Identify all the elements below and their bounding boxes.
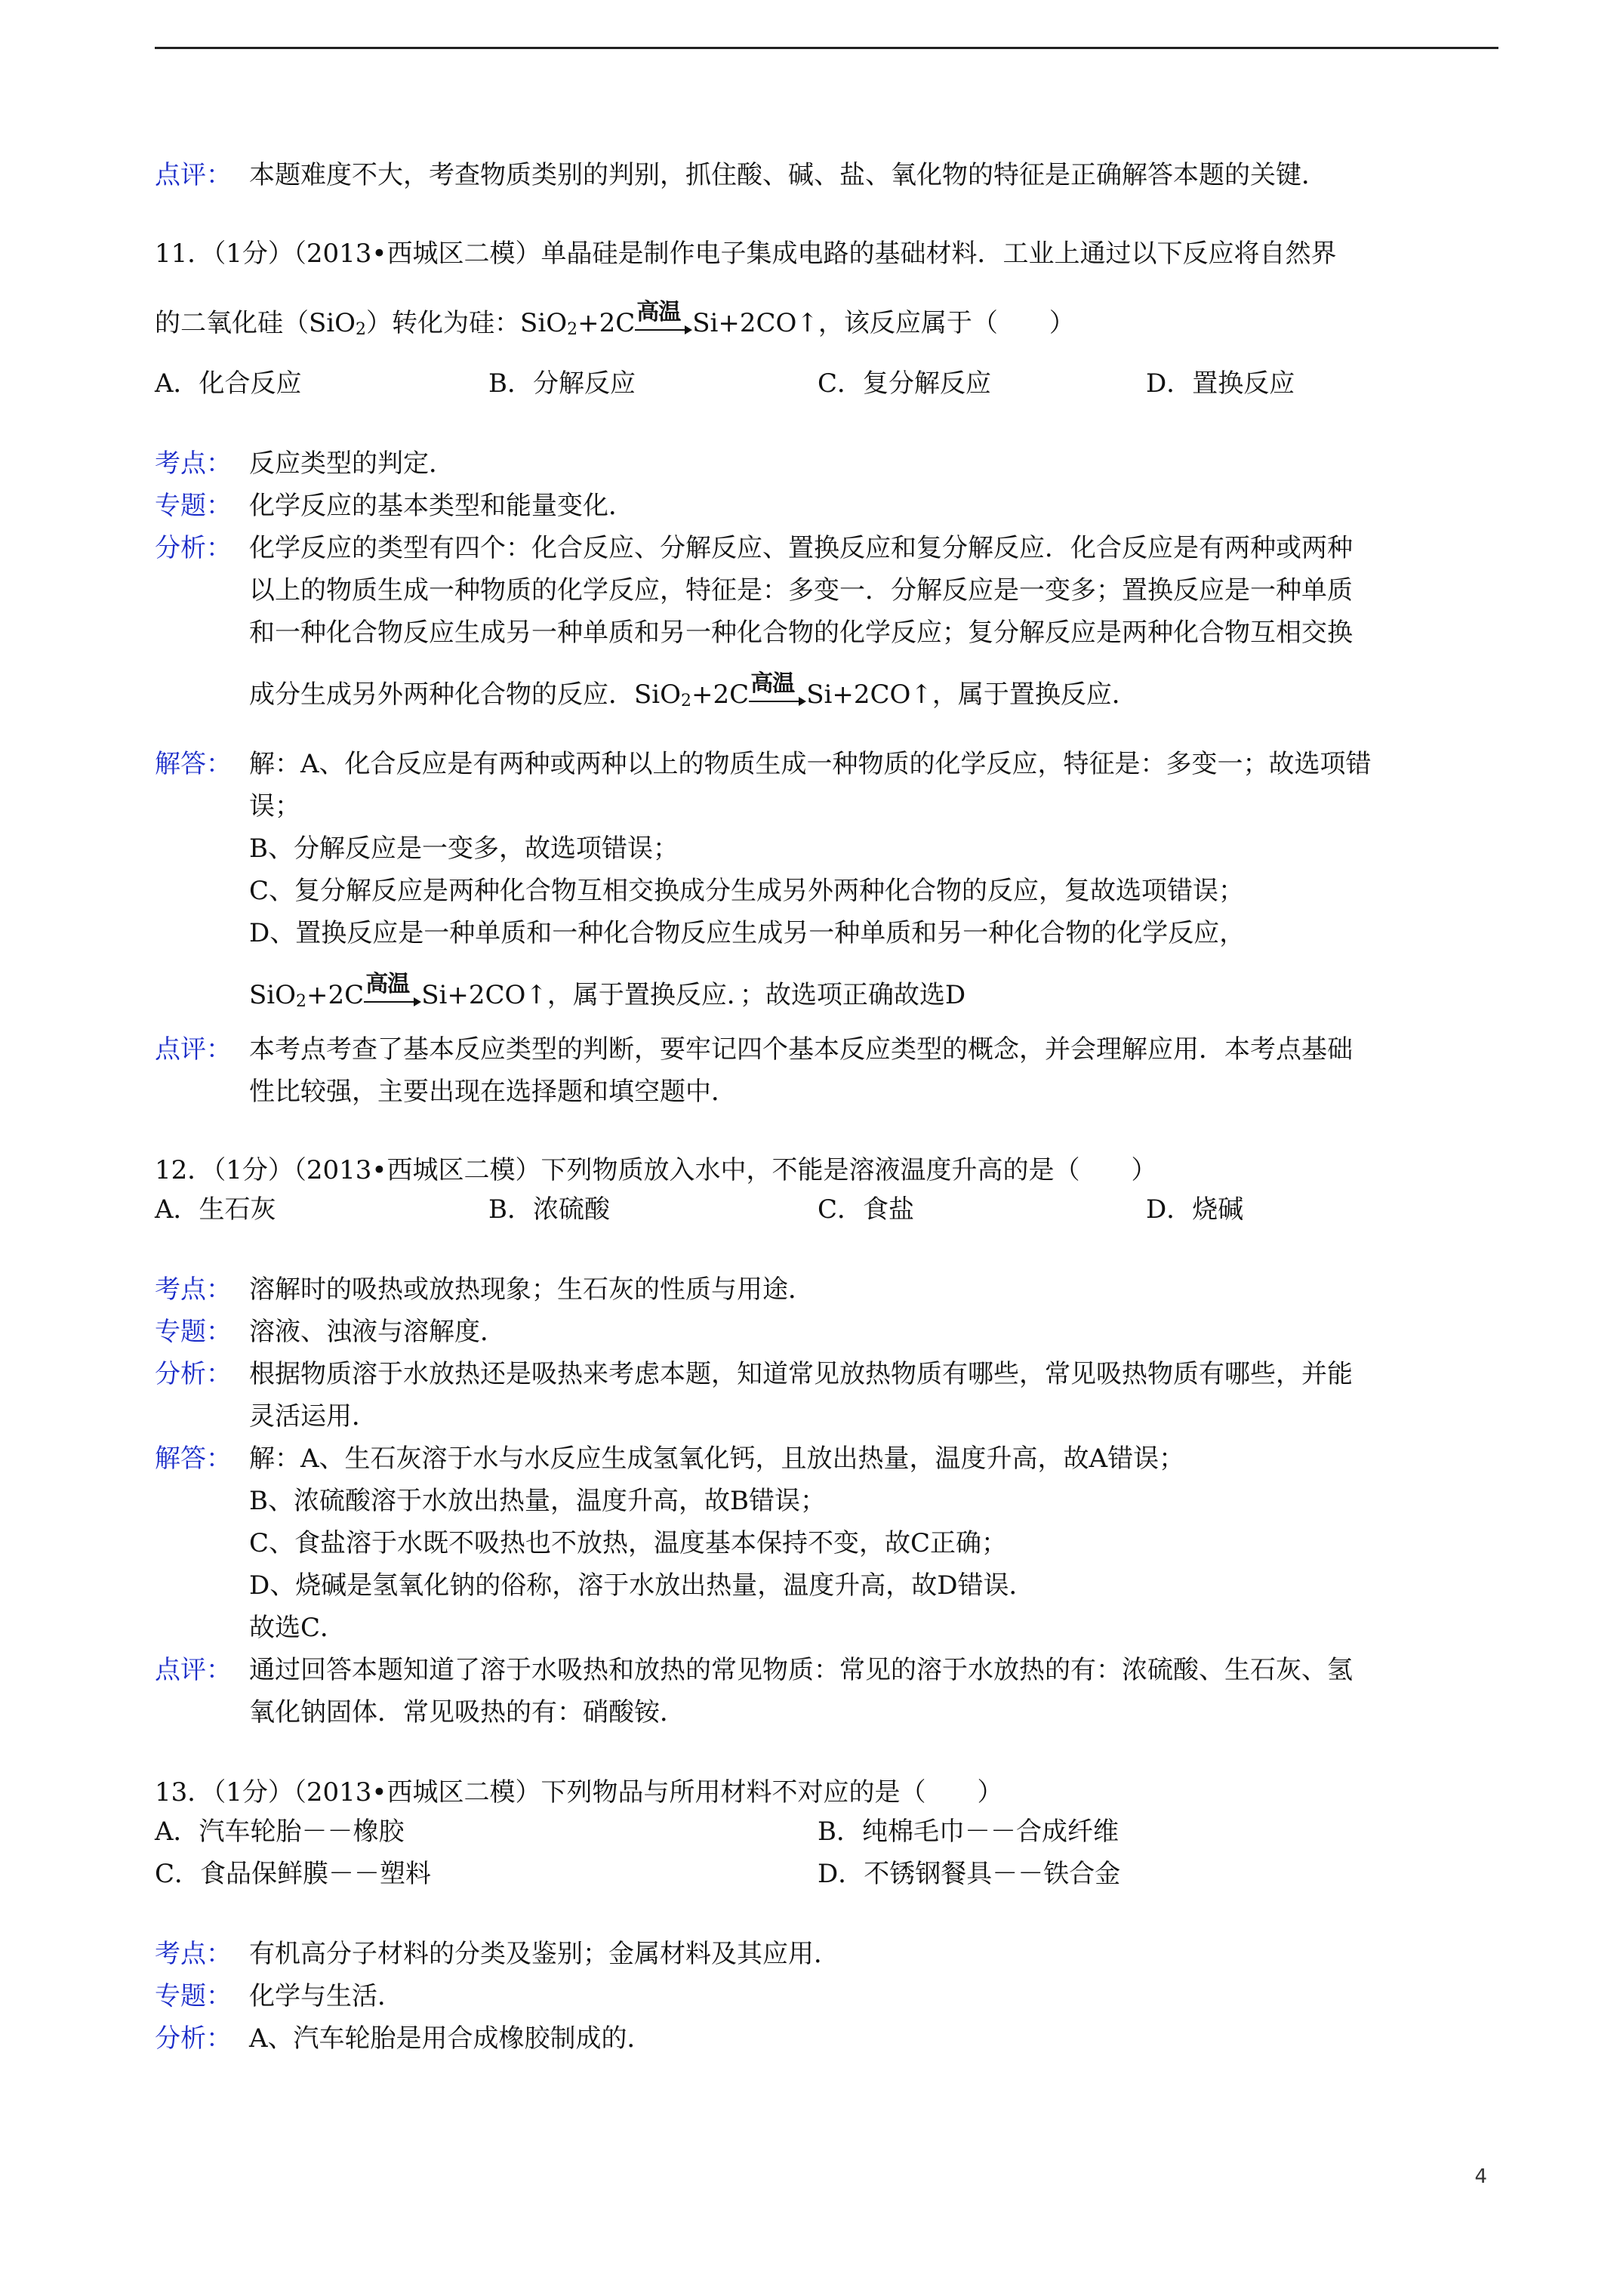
q12-option-a: A．生石灰 — [155, 1194, 276, 1225]
q11-dianping-line: 性比较强，主要出现在选择题和填空题中． — [249, 1077, 737, 1107]
q11-jieda-equation-line: SiO$_2$+2C 高温 Si+2CO↑，属于置换反应．；故选项正确故选D — [249, 971, 966, 1011]
q12-dianping-label: 点评： — [155, 1655, 232, 1685]
q12-jieda-label: 解答： — [155, 1444, 232, 1474]
q12-option-d: D．烧碱 — [1146, 1194, 1244, 1225]
q11-zhuanti-label: 专题： — [155, 491, 232, 521]
q12-fenxi-line: 根据物质溶于水放热还是吸热来考虑本题，知道常见放热物质有哪些，常见吸热物质有哪些，并能 — [249, 1359, 1353, 1389]
reaction-arrow: 高温 — [749, 680, 806, 710]
q11-fenxi-line: 化学反应的类型有四个：化合反应、分解反应、置换反应和复分解反应．化合反应是有两种或两种 — [249, 533, 1353, 563]
q12-jieda-line: C、食盐溶于水既不吸热也不放热，温度基本保持不变，故C正确； — [249, 1528, 1008, 1558]
q13-fenxi-label: 分析： — [155, 2023, 232, 2054]
q10-comment-label: 点评： — [155, 160, 232, 190]
q11-jieda-line: 误； — [249, 791, 300, 821]
reaction-arrow: 高温 — [635, 308, 692, 338]
q12-jieda-line: B、浓硫酸溶于水放出热量，温度升高，故B错误； — [249, 1486, 826, 1516]
q11-kaodian: 反应类型的判定． — [249, 448, 454, 479]
q11-fenxi-line: 以上的物质生成一种物质的化学反应，特征是：多变一．分解反应是一变多；置换反应是一种单质 — [249, 575, 1353, 606]
q11-jieda-line: 解：A、化合反应是有两种或两种以上的物质生成一种物质的化学反应，特征是：多变一；故选项错 — [249, 749, 1372, 779]
q11-zhuanti: 化学反应的基本类型和能量变化． — [249, 491, 634, 521]
page-number: 4 — [1474, 2165, 1487, 2188]
q12-fenxi-label: 分析： — [155, 1359, 232, 1389]
q12-stem: 12．（1分）（2013•西城区二模）下列物质放入水中，不能是溶液温度升高的是（ ） — [155, 1155, 1157, 1185]
q11-fenxi-label: 分析： — [155, 533, 232, 563]
q11-option-c: C．复分解反应 — [818, 368, 992, 399]
reaction-arrow: 高温 — [364, 980, 421, 1010]
q11-fenxi-equation-line: 成分生成另外两种化合物的反应．SiO$_2$+2C 高温 Si+2CO↑，属于置换反应． — [249, 670, 1138, 710]
q11-stem-line2: 的二氧化硅（SiO$_2$）转化为硅：SiO$_2$+2C 高温 Si+2CO↑，该反应属于（ ） — [155, 299, 1075, 339]
q13-zhuanti: 化学与生活． — [249, 1981, 403, 2011]
q12-option-c: C．食盐 — [818, 1194, 915, 1225]
q11-dianping-label: 点评： — [155, 1034, 232, 1065]
q12-dianping-line: 通过回答本题知道了溶于水吸热和放热的常见物质：常见的溶于水放热的有：浓硫酸、生石灰、氢 — [249, 1655, 1353, 1685]
q11-dianping-line: 本考点考查了基本反应类型的判断，要牢记四个基本反应类型的概念，并会理解应用．本考点基础 — [249, 1034, 1353, 1065]
q11-option-b: B．分解反应 — [488, 368, 636, 399]
q10-comment-text: 本题难度不大，考查物质类别的判别，抓住酸、碱、盐、氧化物的特征是正确解答本题的关键． — [249, 160, 1327, 190]
q13-kaodian-label: 考点： — [155, 1939, 232, 1969]
q12-dianping-line: 氧化钠固体．常见吸热的有：硝酸铵． — [249, 1697, 685, 1727]
q12-jieda-line: 故选C． — [249, 1613, 346, 1643]
q13-fenxi-line: A、汽车轮胎是用合成橡胶制成的． — [249, 2023, 653, 2054]
q13-option-d: D．不锈钢餐具－－铁合金 — [818, 1859, 1121, 1889]
q13-stem: 13．（1分）（2013•西城区二模）下列物品与所用材料不对应的是（ ） — [155, 1777, 1003, 1808]
q11-stem-line1: 11．（1分）（2013•西城区二模）单晶硅是制作电子集成电路的基础材料．工业上通过以下反应将自然界 — [155, 239, 1337, 269]
header-rule — [155, 47, 1498, 49]
q13-option-c: C．食品保鲜膜－－塑料 — [155, 1859, 432, 1889]
q12-fenxi-line: 灵活运用． — [249, 1401, 377, 1432]
q11-option-d: D．置换反应 — [1146, 368, 1295, 399]
q13-option-a: A．汽车轮胎－－橡胶 — [155, 1817, 405, 1847]
q11-jieda-line: B、分解反应是一变多，故选项错误； — [249, 834, 679, 864]
q11-option-a: A．化合反应 — [155, 368, 302, 399]
q12-jieda-line: 解：A、生石灰溶于水与水反应生成氢氧化钙，且放出热量，温度升高，故A错误； — [249, 1444, 1185, 1474]
q12-jieda-line: D、烧碱是氢氧化钠的俗称，溶于水放出热量，温度升高，故D错误． — [249, 1570, 1035, 1601]
q12-zhuanti-label: 专题： — [155, 1317, 232, 1347]
q12-kaodian-label: 考点： — [155, 1274, 232, 1305]
q12-zhuanti: 溶液、浊液与溶解度． — [249, 1317, 506, 1347]
q13-option-b: B．纯棉毛巾－－合成纤维 — [818, 1817, 1119, 1847]
q11-fenxi-line: 和一种化合物反应生成另一种单质和另一种化合物的化学反应；复分解反应是两种化合物互相交换 — [249, 618, 1353, 648]
q11-jieda-label: 解答： — [155, 749, 232, 779]
q12-option-b: B．浓硫酸 — [488, 1194, 610, 1225]
q11-jieda-line: D、置换反应是一种单质和一种化合物反应生成另一种单质和另一种化合物的化学反应， — [249, 918, 1246, 948]
q13-zhuanti-label: 专题： — [155, 1981, 232, 2011]
q12-kaodian: 溶解时的吸热或放热现象；生石灰的性质与用途． — [249, 1274, 814, 1305]
q11-jieda-line: C、复分解反应是两种化合物互相交换成分生成另外两种化合物的反应，复故选项错误； — [249, 876, 1245, 906]
q13-kaodian: 有机高分子材料的分类及鉴别；金属材料及其应用． — [249, 1939, 839, 1969]
q11-kaodian-label: 考点： — [155, 448, 232, 479]
